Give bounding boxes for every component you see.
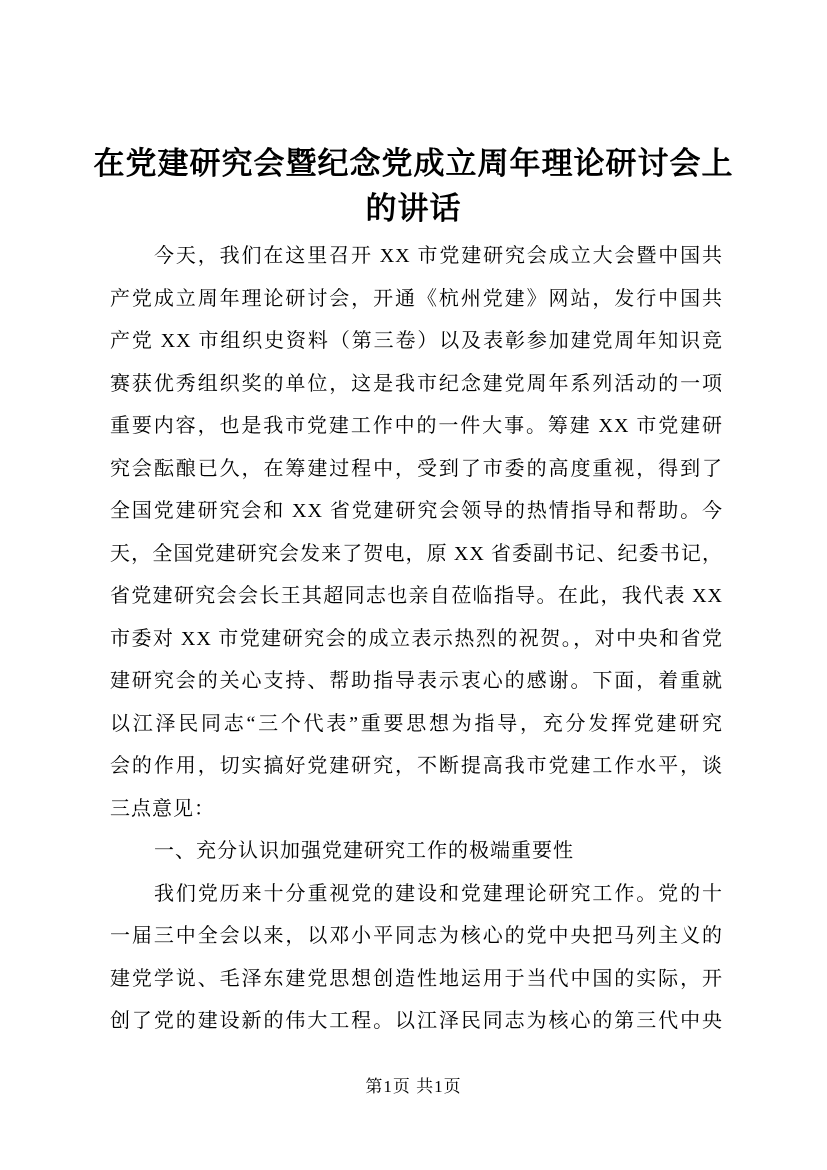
text-line: 今天，我们在这里召开 XX 市党建研究会成立大会暨中国共	[154, 245, 723, 267]
text-line: 建研究会的关心支持、帮助指导表示衷心的感谢。下面，着重就	[110, 670, 723, 692]
text-line: 究会酝酿已久，在筹建过程中，受到了市委的高度重视，得到了	[110, 457, 723, 480]
title-line: 在党建研究会暨纪念党成立周年理论研讨会上	[93, 146, 734, 181]
section-heading: 一、充分认识加强党建研究工作的极端重要性	[154, 840, 574, 862]
text-line: 省党建研究会会长王其超同志也亲自莅临指导。在此，我代表 XX	[110, 585, 723, 607]
text-line: 会的作用，切实搞好党建研究，不断提高我市党建工作水平，谈	[110, 755, 723, 777]
page-footer: 第1页 共1页	[365, 1077, 462, 1096]
text-line: 以江泽民同志“三个代表”重要思想为指导，充分发挥党建研究	[110, 712, 723, 735]
title-line: 的讲话	[365, 191, 462, 226]
text-line: 赛获优秀组织奖的单位，这是我市纪念建党周年系列活动的一项	[110, 372, 723, 395]
text-line: 产党 XX 市组织史资料（第三卷）以及表彰参加建党周年知识竞	[110, 330, 723, 352]
document-body	[110, 235, 723, 1043]
text-line: 产党成立周年理论研讨会，开通《杭州党建》网站，发行中国共	[110, 287, 723, 310]
text-line: 我们党历来十分重视党的建设和党建理论研究工作。党的十	[154, 882, 723, 905]
text-line: 天，全国党建研究会发来了贺电，原 XX 省委副书记、纪委书记，	[110, 542, 723, 565]
document-title	[0, 141, 827, 231]
text-line: 重要内容，也是我市党建工作中的一件大事。筹建 XX 市党建研	[110, 415, 723, 437]
text-line: 三点意见：	[110, 797, 215, 820]
text-line: 市委对 XX 市党建研究会的成立表示热烈的祝贺。，对中央和省党	[110, 627, 723, 650]
text-line: 创了党的建设新的伟大工程。以江泽民同志为核心的第三代中央	[110, 1010, 723, 1032]
text-line: 建党学说、毛泽东建党思想创造性地运用于当代中国的实际，开	[110, 967, 723, 990]
text-line: 一届三中全会以来，以邓小平同志为核心的党中央把马列主义的	[110, 925, 723, 947]
text-line: 全国党建研究会和 XX 省党建研究会领导的热情指导和帮助。今	[110, 500, 723, 522]
